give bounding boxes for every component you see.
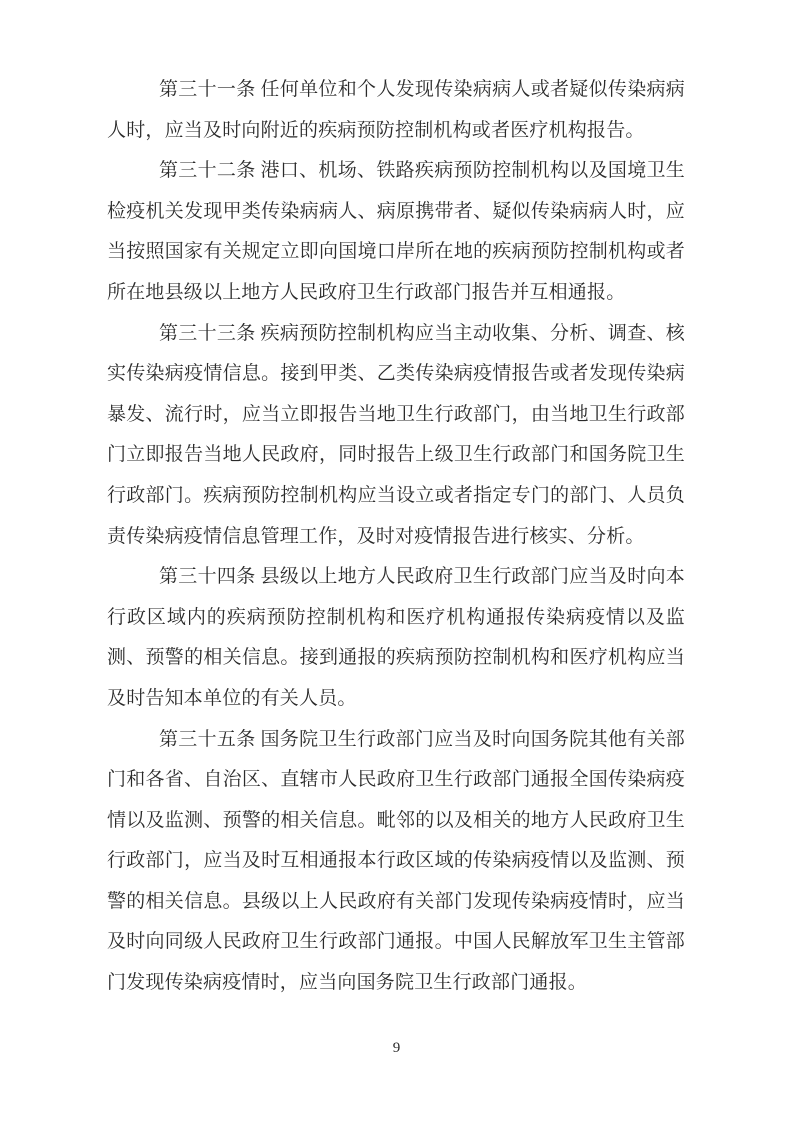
paragraph-article-31: 第三十一条 任何单位和个人发现传染病病人或者疑似传染病病人时，应当及时向附近的疾病预防控制机构或者医疗机构报告。	[107, 79, 685, 141]
paragraph-article-35: 第三十五条 国务院卫生行政部门应当及时向国务院其他有关部门和各省、自治区、直辖市人民政府卫生行政部门通报全国传染病疫情以及监测、预警的相关信息。毗邻的以及相关的地方人民政府卫生行政部门，应当及时互相通报本行政区域的传染病疫情以及监测、预警的相关信息。县级以上人民政府有关部门发现传染病疫情时，应当及时向同级人民政府卫生行政部门通报。中国人民解放军卫生主管部门发现传染病疫情时，应当向国务院卫生行政部门通报。	[107, 728, 685, 994]
page-number: 9	[392, 1040, 401, 1056]
document-body	[107, 70, 685, 1004]
paragraph-article-34: 第三十四条 县级以上地方人民政府卫生行政部门应当及时向本行政区域内的疾病预防控制机构和医疗机构通报传染病疫情以及监测、预警的相关信息。接到通报的疾病预防控制机构和医疗机构应当及时告知本单位的有关人员。	[107, 566, 685, 709]
paragraph-article-33: 第三十三条 疾病预防控制机构应当主动收集、分析、调查、核实传染病疫情信息。接到甲类、乙类传染病疫情报告或者发现传染病暴发、流行时，应当立即报告当地卫生行政部门，由当地卫生行政部门立即报告当地人民政府，同时报告上级卫生行政部门和国务院卫生行政部门。疾病预防控制机构应当设立或者指定专门的部门、人员负责传染病疫情信息管理工作，及时对疫情报告进行核实、分析。	[107, 322, 685, 547]
paragraph-article-32: 第三十二条 港口、机场、铁路疾病预防控制机构以及国境卫生检疫机关发现甲类传染病病人、病原携带者、疑似传染病病人时，应当按照国家有关规定立即向国境口岸所在地的疾病预防控制机构或者所在地县级以上地方人民政府卫生行政部门报告并互相通报。	[107, 160, 685, 303]
